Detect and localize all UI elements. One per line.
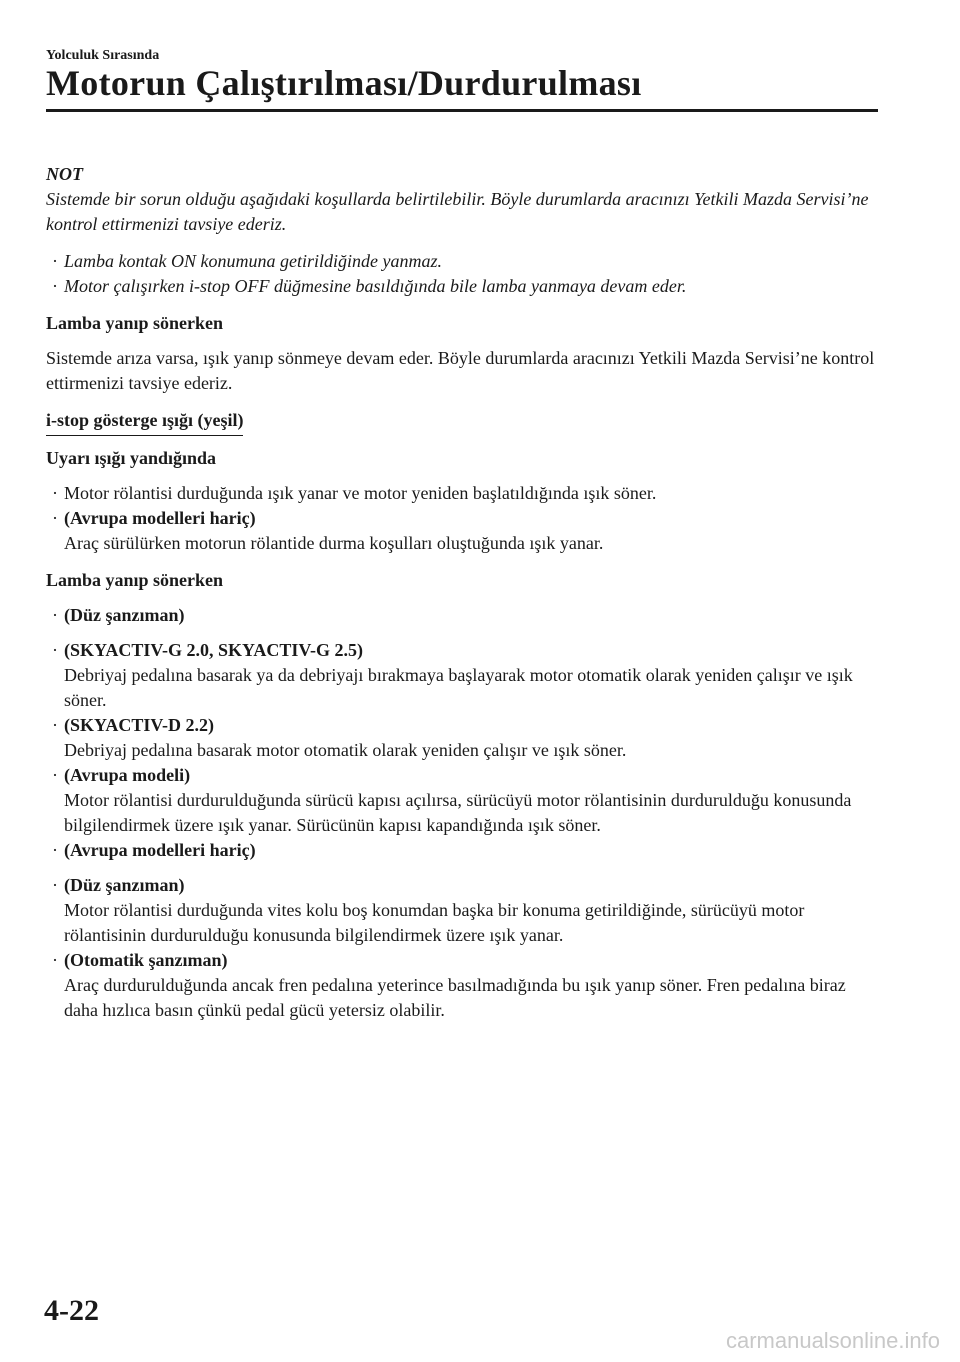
note-bullet-text: Lamba kontak ON konumuna getirildiğinde yanmaz. xyxy=(64,251,442,271)
transmission-bullet-text: Araç durdurulduğunda ancak fren pedalına yeterince basılmadığında bu ışık yanıp söner. Fren pedalına biraz daha hızlıca basın çünkü pedal gücü yetersiz olabilir. xyxy=(64,975,846,1020)
transmission-bullet xyxy=(46,948,882,973)
engine-bullet xyxy=(46,713,882,738)
warning-bullet xyxy=(46,506,882,531)
bullet-icon: · xyxy=(52,840,58,860)
page-number: 4-22 xyxy=(44,1294,99,1327)
watermark: carmanualsonline.info xyxy=(725,1328,940,1353)
note-bullet-text: Motor çalışırken i-stop OFF düğmesine basıldığında bile lamba yanmaya devam eder. xyxy=(64,276,687,296)
eu-bullet-text: Motor rölantisi durdurulduğunda sürücü kapısı açılırsa, sürücüyü motor rölantisinin durdurulduğu konusunda bilgilendirmek üzere ışık yanar. Sürücünün kapısı kapandığında ışık söner. xyxy=(64,790,852,835)
transmission-bullet-head: (Düz şanzıman) xyxy=(64,875,185,895)
note-text: Sistemde bir sorun olduğu aşağıdaki koşullarda belirtilebilir. Böyle durumlarda aracınızı Yetkili Mazda Servisi’ne kontrol ettirmenizi tavsiye ederiz. xyxy=(46,189,869,234)
bullet-icon: · xyxy=(52,605,58,625)
page-title: Motorun Çalıştırılması/Durdurulması xyxy=(46,63,642,103)
noneu-bullet xyxy=(46,838,882,863)
warning-bullet xyxy=(46,481,882,506)
blink-heading: Lamba yanıp sönerken xyxy=(46,570,224,590)
blink-text: Sistemde arıza varsa, ışık yanıp sönmeye devam eder. Böyle durumlarda aracınızı Yetkili Mazda Servisi’ne kontrol ettirmenizi tavsiye ederiz. xyxy=(46,348,875,393)
warning-bullet-head: (Avrupa modelleri hariç) xyxy=(64,508,256,528)
warning-bullet-text: Motor rölantisi durduğunda ışık yanar ve motor yeniden başlatıldığında ışık söner. xyxy=(64,483,657,503)
noneu-bullet-head: (Avrupa modelleri hariç) xyxy=(64,840,256,860)
note-bullet xyxy=(46,249,882,274)
transmission-bullet xyxy=(46,873,882,898)
manual-bullet xyxy=(46,603,882,628)
eu-bullet xyxy=(46,763,882,788)
warning-heading: Uyarı ışığı yandığında xyxy=(46,448,217,468)
note-box xyxy=(46,162,882,299)
transmission-bullet-head: (Otomatik şanzıman) xyxy=(64,950,228,970)
bullet-icon: · xyxy=(52,715,58,735)
transmission-bullet-text: Motor rölantisi durduğunda vites kolu boş konumdan başka bir konuma getirildiğinde, sürücüyü motor rölantisinin durdurulduğu konusunda bilgilendirmek üzere ışık yanar. xyxy=(64,900,805,945)
engine-bullet-text: Debriyaj pedalına basarak motor otomatik olarak yeniden çalışır ve ışık söner. xyxy=(64,740,627,760)
engine-bullet-head: (SKYACTIV-G 2.0, SKYACTIV-G 2.5) xyxy=(64,640,364,660)
bullet-icon: · xyxy=(52,508,58,528)
note-heading: NOT xyxy=(46,164,83,184)
section-label: Yolculuk Sırasında xyxy=(46,48,160,63)
bullet-icon: · xyxy=(52,483,58,503)
warning-bullet-text: Araç sürülürken motorun rölantide durma koşulları oluştuğunda ışık yanar. xyxy=(64,533,604,553)
eu-bullet-head: (Avrupa modeli) xyxy=(64,765,191,785)
title-divider xyxy=(46,109,878,112)
blink-heading: Lamba yanıp sönerken xyxy=(46,313,224,333)
engine-bullet xyxy=(46,638,882,663)
engine-bullet-text: Debriyaj pedalına basarak ya da debriyajı bırakmaya başlayarak motor otomatik olarak yeniden çalışır ve ışık söner. xyxy=(64,665,853,710)
indicator-heading: i-stop gösterge ışığı (yeşil) xyxy=(46,408,243,436)
bullet-icon: · xyxy=(52,276,58,296)
page-content xyxy=(46,162,882,1023)
bullet-icon: · xyxy=(52,765,58,785)
bullet-icon: · xyxy=(52,950,58,970)
note-bullet xyxy=(46,274,882,299)
bullet-icon: · xyxy=(52,875,58,895)
engine-bullet-head: (SKYACTIV-D 2.2) xyxy=(64,715,215,735)
manual-bullet-head: (Düz şanzıman) xyxy=(64,605,185,625)
bullet-icon: · xyxy=(52,640,58,660)
bullet-icon: · xyxy=(52,251,58,271)
